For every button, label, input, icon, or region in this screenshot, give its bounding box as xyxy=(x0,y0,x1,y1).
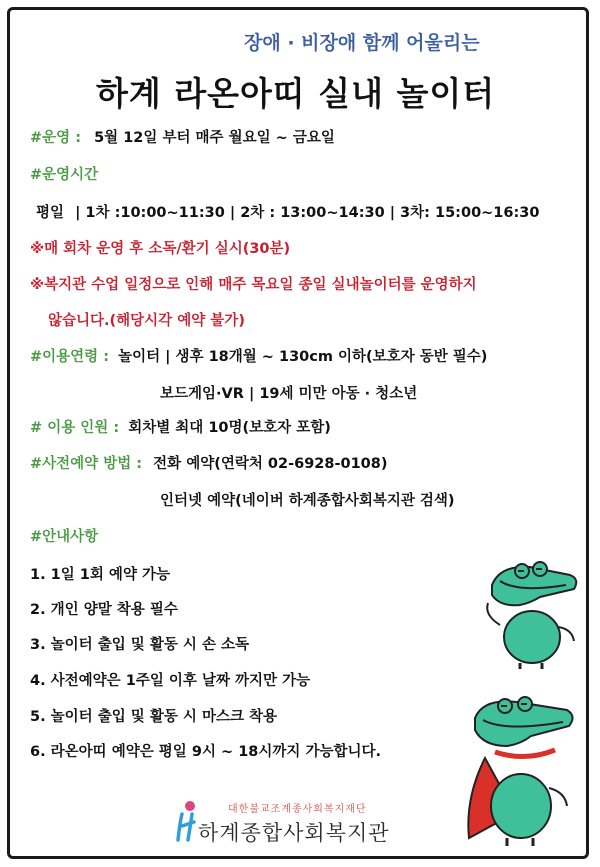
poster-title: 하계 라온아띠 실내 놀이터 xyxy=(96,74,496,113)
hours-note-thursday-cont: 않습니다.(해당시각 예약 불가) xyxy=(48,313,245,329)
logo-mark xyxy=(178,814,194,840)
hours-label: #운영시간 xyxy=(30,167,99,183)
cape-collar xyxy=(495,750,555,757)
capacity-label: # 이용 인원 : xyxy=(30,420,120,436)
hours-note-thursday: ※복지관 수업 일정으로 인해 매주 목요일 종일 실내놀이터를 운영하지 xyxy=(30,277,477,293)
hours-note-disinfection: ※매 회차 운영 후 소독/환기 실시(30분) xyxy=(30,241,291,257)
capacity-row xyxy=(30,416,331,437)
hours-weekday: 평일 xyxy=(36,205,65,221)
operation-value: 5월 12일 부터 매주 월요일 ~ 금요일 xyxy=(94,130,335,146)
hours-sessions-row xyxy=(36,201,539,222)
crocodile-body xyxy=(491,774,551,838)
crocodile-hero-mascot-icon xyxy=(455,688,585,853)
reservation-phone: 전화 예약(연락처 02-6928-0108) xyxy=(153,456,388,472)
notice-label: #안내사항 xyxy=(30,529,99,545)
reservation-label: #사전예약 방법 : xyxy=(30,456,143,472)
reservation-row xyxy=(30,452,387,473)
age-playground: 놀이터 | 생후 18개월 ~ 130cm 이하(보호자 동반 필수) xyxy=(118,349,488,365)
reservation-internet: 인터넷 예약(네이버 하계종합사회복지관 검색) xyxy=(160,493,455,509)
poster-subtitle: 장애 · 비장애 함께 어울리는 xyxy=(244,32,480,54)
footer-org-name: 대한불교조계종사회복지재단 xyxy=(228,804,367,815)
crocodile-mascot-icon xyxy=(470,545,585,670)
capacity-value: 회차별 최대 10명(보호자 포함) xyxy=(128,420,331,436)
crocodile-feet xyxy=(507,838,533,846)
footer-center-name: 하계종합사회복지관 xyxy=(198,821,390,845)
age-row xyxy=(30,345,487,366)
notice-item: 3. 놀이터 출입 및 활동 시 손 소독 xyxy=(30,637,250,653)
notice-item: 5. 놀이터 출입 및 활동 시 마스크 착용 xyxy=(30,709,278,725)
operation-row xyxy=(30,126,335,147)
operation-label: #운영 : xyxy=(30,130,82,146)
notice-item: 2. 개인 양말 착용 필수 xyxy=(30,602,178,618)
crocodile-body xyxy=(504,611,560,663)
welfare-center-logo-icon xyxy=(174,800,198,842)
notice-item: 4. 사전예약은 1주일 이후 날짜 까지만 가능 xyxy=(30,673,311,689)
age-boardgame: 보드게임·VR | 19세 미만 아동 · 청소년 xyxy=(160,386,418,402)
age-label: #이용연령 : xyxy=(30,349,110,365)
notice-item: 1. 1일 1회 예약 가능 xyxy=(30,567,171,583)
crocodile-arm xyxy=(487,603,500,625)
notice-item: 6. 라온아띠 예약은 평일 9시 ~ 18시까지 가능합니다. xyxy=(30,744,381,760)
hours-sessions: | 1차 :10:00~11:30 | 2차 : 13:00~14:30 | 3차: 15:00~16:30 xyxy=(75,205,540,221)
logo-dot xyxy=(185,801,195,811)
